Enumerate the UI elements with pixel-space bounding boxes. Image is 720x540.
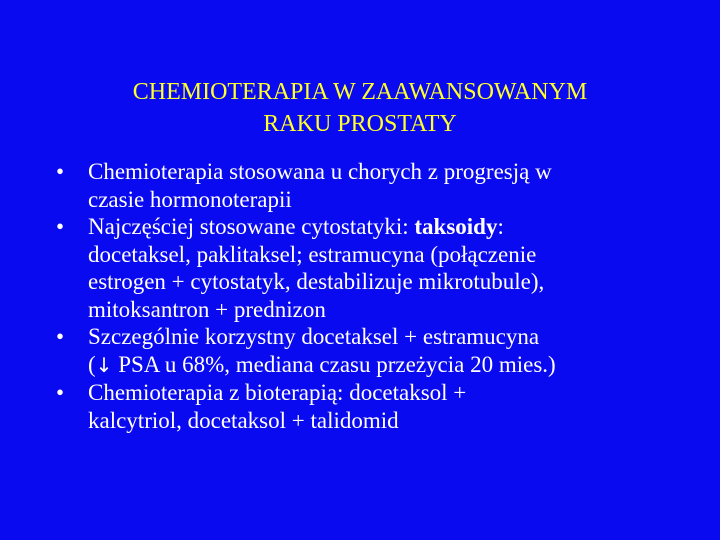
bullet-item-4 [52,379,682,434]
bullet-item-1 [52,158,682,213]
arrow-down-icon: ↓ [95,352,113,377]
bullet-icon: • [56,159,65,184]
bullet-list [52,158,682,434]
bullet-2-colon: : [402,214,409,239]
bullet-2-line-3: estrogen + cytostatyk, destabilizuje mikrotubule), [88,269,545,294]
bullet-item-2 [52,213,682,323]
bullet-1-line-1: Chemioterapia stosowana u chorych z progresją w [88,159,552,184]
title-line-1: CHEMIOTERAPIA W ZAAWANSOWANYM [132,79,588,106]
bullet-icon: • [56,214,65,239]
bullet-item-3 [52,323,682,379]
bullet-4-line-1: Chemioterapia z bioterapią: docetaksol + [88,380,467,405]
bullet-2-colon-after: : [497,214,504,239]
bullet-2-bold-term: taksoidy [414,214,498,239]
bullet-2-line-2: docetaksel, paklitaksel; estramucyna (połączenie [88,241,537,267]
bullet-1-line-2: czasie hormonoterapii [88,186,292,212]
bullet-2-line-4: mitoksantron + prednizon [88,296,326,322]
bullet-4-line-2: kalcytriol, docetaksol + talidomid [88,407,399,433]
bullet-3-paren: ( [88,351,96,377]
bullet-2-text: Najczęściej stosowane cytostatyki [88,214,403,239]
bullet-icon: • [56,324,65,349]
title-line-2: RAKU PROSTATY [263,111,457,138]
bullet-icon: • [56,380,65,405]
slide-title [40,76,680,140]
bullet-3-line-2 [88,351,682,380]
bullet-3-line-1: Szczególnie korzystny docetaksel + estramucyna [88,324,540,349]
bullet-3-text: PSA u 68%, mediana czasu przeżycia 20 mies.) [112,351,556,377]
bullet-2-line-1 [88,213,682,241]
